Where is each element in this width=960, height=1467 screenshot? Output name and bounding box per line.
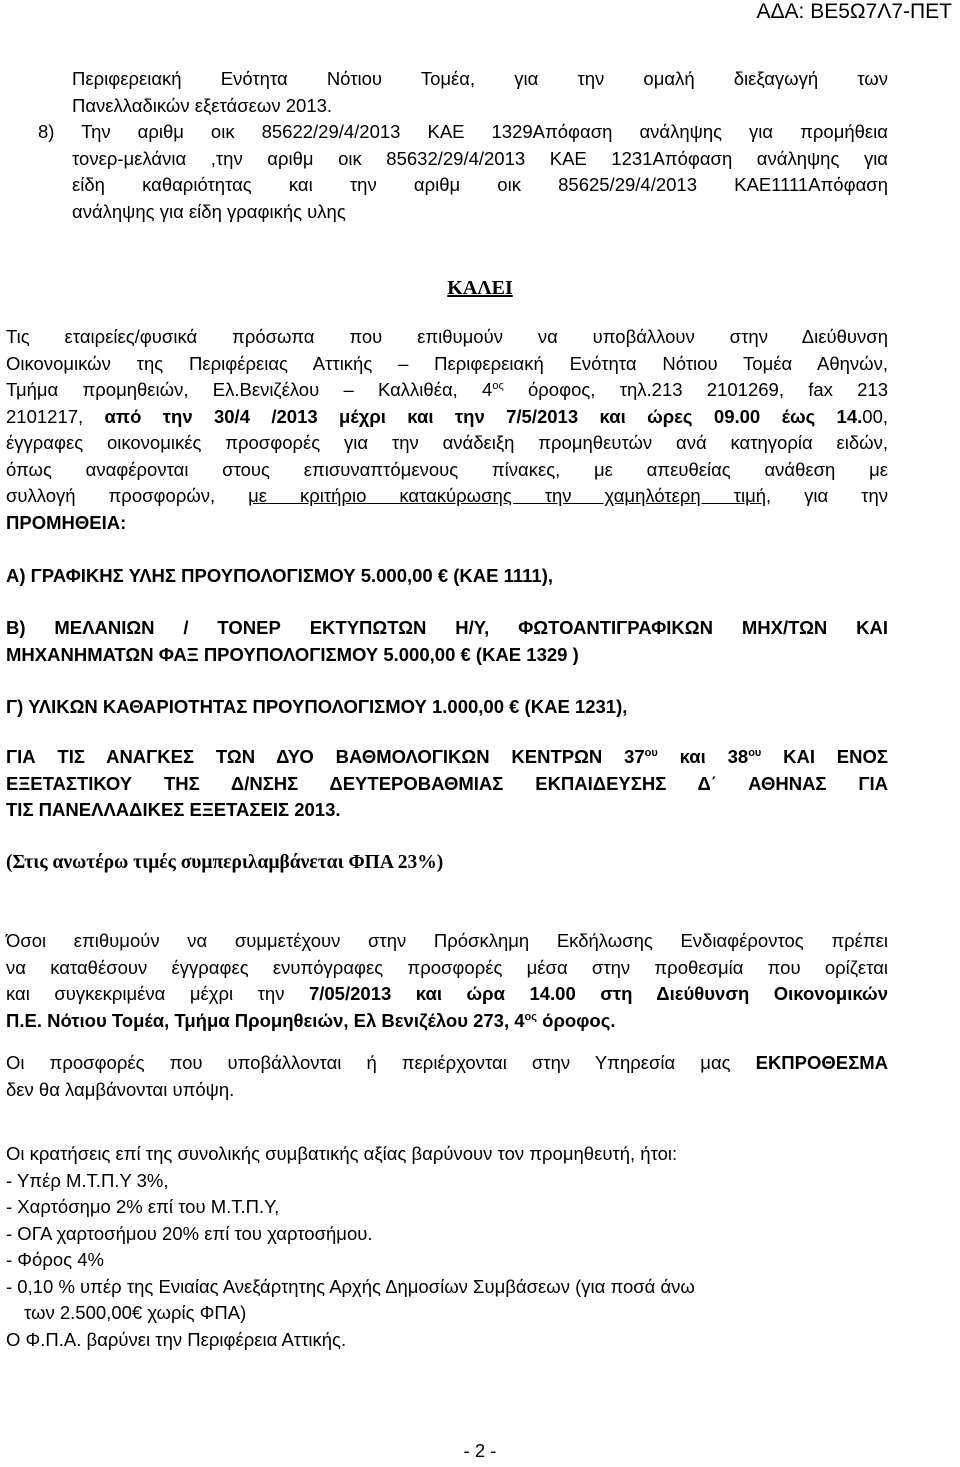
item-8-line-4: ανάληψης για είδη γραφικής υλης	[72, 200, 346, 222]
invite-line-4: 2101217, από την 30/4 /2013 μέχρι και την 7/5/2013 και ώρες 09.00 έως 14.00,	[6, 405, 888, 427]
deduction-item: - Υπέρ Μ.Τ.Π.Υ 3%,	[6, 1169, 169, 1191]
vat-note: (Στις ανωτέρω τιμές συμπεριλαμβάνεται ΦΠΑ 23%)	[6, 852, 444, 873]
intro-paragraph	[72, 66, 888, 119]
purpose-line-1: ΓΙΑ ΤΙΣ ΑΝΑΓΚΕΣ ΤΩΝ ΔΥΟ ΒΑΘΜΟΛΟΓΙΚΩΝ ΚΕΝΤΡΩΝ $37^{o\upsilon}$ και $38^{o\upsilon}$ ΚΑΙ ΕΝΟΣ	[6, 746, 888, 767]
invite-line-5: έγγραφες οικονομικές προσφορές για την ανάδειξη προμηθευτών ανά κατηγορία ειδών,	[6, 432, 888, 453]
kalei-heading: ΚΑΛΕΙ	[447, 277, 513, 299]
deductions-footer: Ο Φ.Π.Α. βαρύνει την Περιφέρεια Αττικής.	[6, 1328, 347, 1350]
intro-line-1: Περιφερειακή Ενότητα Νότιου Τομέα, για την ομαλή διεξαγωγή των	[72, 68, 888, 89]
invite-line-8: ΠΡΟΜΗΘΕΙΑ:	[6, 511, 127, 533]
late-line-2: δεν θα λαμβάνονται υπόψη.	[6, 1078, 235, 1100]
item-c: Γ) ΥΛΙΚΩΝ ΚΑΘΑΡΙΟΤΗΤΑΣ ΠΡΟΥΠΟΛΟΓΙΣΜΟΥ 1.000,00 € (ΚΑΕ 1231),	[6, 696, 628, 717]
deduction-item: - Φόρος 4%	[6, 1249, 104, 1270]
item-a: Α) ΓΡΑΦΙΚΗΣ ΥΛΗΣ ΠΡΟΥΠΟΛΟΓΙΣΜΟΥ 5.000,00 € (ΚΑΕ 1111),	[6, 565, 554, 586]
deductions-intro: Οι κρατήσεις επί της συνολικής συμβατικής αξίας βαρύνουν τον προμηθευτή, ήτοι:	[6, 1143, 678, 1164]
invite-line-3: Τμήμα προμηθειών, Ελ.Βενιζέλου – Καλλιθέα, $4^{o\varsigma}$ όροφος, τηλ.213 2101269, fax 213	[6, 379, 888, 400]
purpose-line-2: ΕΞΕΤΑΣΤΙΚΟΥ ΤΗΣ Δ/ΝΣΗΣ ΔΕΥΤΕΡΟΒΑΘΜΙΑΣ ΕΚΠΑΙΔΕΥΣΗΣ Δ΄ ΑΘΗΝΑΣ ΓΙΑ	[6, 772, 888, 794]
invite-line-6: όπως αναφέρονται στους επισυναπτόμενους πίνακες, με απευθείας ανάθεση με	[6, 458, 888, 480]
invite-line-1: Τις εταιρείες/φυσικά πρόσωπα που επιθυμούν να υποβάλλουν στην Διεύθυνση	[6, 326, 888, 347]
item-8-paragraph	[38, 119, 888, 146]
deductions-section	[6, 1141, 888, 1353]
item-8-line-2: τονερ-μελάνια ,την αριθμ οικ 85632/29/4/2013 ΚΑΕ 1231Απόφαση ανάληψης για	[72, 147, 888, 169]
deadline-line-1: Όσοι επιθυμούν να συμμετέχουν στην Πρόσκλημη Εκδήλωσης Ενδιαφέροντος πρέπει	[6, 930, 888, 951]
deadline-line-4: Π.Ε. Νότιου Τομέα, Τμήμα Προμηθειών, Ελ Βενιζέλου 273, $4^{o\varsigma}$ όροφος.	[6, 1009, 616, 1031]
deduction-item: - Χαρτόσημο 2% επί του Μ.Τ.Π.Υ,	[6, 1196, 280, 1217]
item-b-line-2: ΜΗΧΑΝΗΜΑΤΩΝ ΦΑΞ ΠΡΟΥΠΟΛΟΓΙΣΜΟΥ 5.000,00 € (ΚΑΕ 1329 )	[6, 643, 579, 665]
item-8-cont	[72, 146, 888, 226]
deduction-item: - 0,10 % υπέρ της Ενιαίας Ανεξάρτητης Αρχής Δημοσίων Συμβάσεων (για ποσά άνω	[6, 1275, 695, 1297]
deadline-line-2: να καταθέσουν έγγραφες ενυπόγραφες προσφορές μέσα στην προθεσμία που ορίζεται	[6, 956, 888, 978]
invite-paragraph	[6, 324, 888, 536]
item-b-line-1: Β) ΜΕΛΑΝΙΩΝ / ΤΟΝΕΡ ΕΚΤΥΠΩΤΩΝ Η/Υ, ΦΩΤΟΑΝΤΙΓΡΑΦΙΚΩΝ ΜΗΧ/ΤΩΝ ΚΑΙ	[6, 617, 888, 638]
item-b	[6, 615, 888, 668]
late-line-1: Οι προσφορές που υποβάλλονται ή περιέρχονται στην Υπηρεσία μας ΕΚΠΡΟΘΕΣΜΑ	[6, 1052, 888, 1073]
purpose-line-3: ΤΙΣ ΠΑΝΕΛΛΑΔΙΚΕΣ ΕΞΕΤΑΣΕΙΣ 2013.	[6, 799, 341, 820]
deadline-paragraph	[6, 928, 888, 1034]
invite-line-7: συλλογή προσφορών, με κριτήριο κατακύρωσης την χαμηλότερη τιμή, για την	[6, 485, 888, 506]
purpose-paragraph	[6, 744, 888, 824]
deadline-line-3: και συγκεκριμένα μέχρι την 7/05/2013 και ώρα 14.00 στη Διεύθυνση Οικονομικών	[6, 983, 888, 1004]
deduction-item: - ΟΓΑ χαρτοσήμου 20% επί του χαρτοσήμου.	[6, 1222, 373, 1244]
intro-line-2: Πανελλαδικών εξετάσεων 2013.	[72, 94, 333, 116]
item-8-line-1: 8) Την αριθμ οικ 85622/29/4/2013 ΚΑΕ 1329Απόφαση ανάληψης για προμήθεια	[38, 121, 888, 142]
late-paragraph	[6, 1050, 888, 1103]
invite-line-2: Οικονομικών της Περιφέρειας Αττικής – Περιφερειακή Ενότητα Νότιου Τομέα Αθηνών,	[6, 352, 888, 374]
item-8-line-3: είδη καθαριότητας και την αριθμ οικ 85625/29/4/2013 ΚΑΕ1111Απόφαση	[72, 174, 888, 195]
deduction-item-cont: των 2.500,00€ χωρίς ΦΠΑ)	[24, 1302, 247, 1323]
page-number: - 2 -	[463, 1440, 497, 1461]
ada-code: ΑΔΑ: ΒΕ5Ω7Λ7-ΠΕΤ	[756, 0, 952, 23]
